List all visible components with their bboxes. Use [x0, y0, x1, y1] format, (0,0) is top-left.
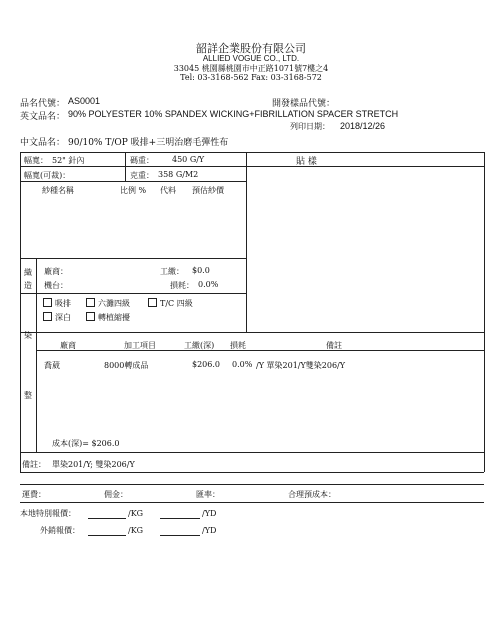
weave-wage-label: 工繳：	[160, 267, 184, 276]
weave-side-label: 織	[24, 268, 32, 277]
company-name: 韶詳企業股份有限公司	[196, 42, 306, 55]
table-col-line	[125, 152, 126, 181]
checkbox-icon	[43, 312, 52, 321]
company-phone-fax: Tel: 03-3168-562 Fax: 03-3168-572	[180, 73, 322, 82]
weave-mill-label: 廠商：	[44, 267, 68, 276]
finish-header-line	[36, 350, 484, 351]
zh-name: 90/10% T/OP 吸排+三明治磨毛彈性布	[68, 138, 229, 148]
table-row-line	[20, 293, 246, 294]
checkbox-icon	[86, 312, 95, 321]
company-address: 33045 桃園縣桃園市中正路1071號7樓之4	[173, 64, 329, 73]
table-row-line	[20, 166, 484, 167]
finish-option[interactable]: 六灘四級	[86, 298, 130, 309]
domestic-kg-unit: /KG	[128, 509, 144, 518]
finish-row-loss: 0.0%	[232, 360, 253, 369]
fee-commission: 佣金：	[104, 490, 128, 499]
yarn-ratio-header: 比例 %	[120, 186, 147, 195]
swatch-label: 貼 樣	[296, 157, 317, 167]
weight-value: 358 G/M2	[158, 170, 199, 179]
finish-row-note: /Y 單染201/Y雙染206/Y	[256, 361, 346, 370]
finish-option[interactable]: 吸排	[43, 298, 71, 309]
export-kg-field[interactable]	[88, 535, 126, 536]
weave-loss-label: 損耗：	[170, 281, 194, 290]
finish-header-loss: 損耗	[230, 341, 246, 350]
domestic-quote-label: 本地特別報價：	[20, 509, 76, 518]
table-top-border	[20, 152, 484, 153]
remark-text: 單染201/Y; 雙染206/Y	[52, 460, 135, 469]
export-yd-field[interactable]	[160, 535, 200, 536]
table-right-border	[484, 152, 485, 472]
remark-label: 備註：	[22, 460, 46, 469]
yarn-name-header: 紗種名稱	[42, 186, 74, 195]
finish-option[interactable]: T/C 四級	[148, 298, 193, 309]
table-row-line	[20, 181, 246, 182]
finish-option[interactable]: 深白	[43, 312, 71, 323]
export-yd-unit: /YD	[202, 526, 217, 535]
product-code: AS0001	[68, 96, 101, 106]
gsm-value: 450 G/Y	[172, 155, 205, 164]
fees-top-line	[20, 484, 484, 485]
print-date-label: 列印日期：	[290, 122, 330, 131]
table-side-col-line	[36, 258, 37, 452]
weave-side-label: 造	[24, 281, 32, 290]
export-quote-label: 外銷報價：	[40, 526, 80, 535]
weave-loss-value: 0.0%	[198, 280, 219, 289]
fees-bottom-line	[20, 502, 484, 503]
product-code-label: 品名代號：	[20, 99, 66, 109]
gsm-label: 碼重：	[130, 156, 154, 165]
dev-code-label: 開發樣品代號：	[272, 99, 336, 109]
company-name-en: ALLIED VOGUE CO., LTD.	[202, 54, 300, 63]
finish-row-wage: $206.0	[192, 360, 220, 369]
finish-header-note: 備註	[326, 341, 342, 350]
table-row-line	[20, 332, 484, 333]
finish-side-label: 整	[24, 391, 32, 400]
print-date: 2018/12/26	[340, 121, 386, 131]
table-left-border	[20, 152, 21, 472]
finish-header-vendor: 廠商	[60, 341, 76, 350]
table-row-line	[20, 258, 246, 259]
table-bottom-border	[20, 472, 484, 473]
checkbox-icon	[148, 298, 157, 307]
weave-machine-label: 機台：	[44, 281, 68, 290]
checkbox-icon	[86, 298, 95, 307]
domestic-yd-unit: /YD	[202, 509, 217, 518]
usable-width-label: 幅寬(可裁)：	[24, 171, 71, 180]
width-label: 幅寬：	[24, 156, 48, 165]
table-col-line	[246, 152, 247, 332]
weave-wage-value: $0.0	[192, 266, 210, 275]
fee-shipping: 運費：	[22, 490, 46, 499]
checkbox-icon	[43, 298, 52, 307]
yarn-price-header: 預估紗價	[192, 186, 224, 195]
finish-header-process: 加工項目	[124, 341, 156, 350]
domestic-yd-field[interactable]	[160, 518, 200, 519]
finish-row-vendor: 喬葳	[44, 361, 60, 370]
weight-label: 克重：	[130, 171, 154, 180]
table-row-line	[20, 452, 484, 453]
en-name: 90% POLYESTER 10% SPANDEX WICKING+FIBRILLATION SPACER STRETCH	[68, 109, 399, 119]
zh-name-label: 中文品名：	[20, 138, 66, 148]
finish-header-wage: 工繳(深)	[184, 341, 215, 350]
en-name-label: 英文品名：	[20, 112, 66, 122]
export-kg-unit: /KG	[128, 526, 144, 535]
domestic-kg-field[interactable]	[88, 518, 126, 519]
finish-cost: 成本(深)= $206.0	[52, 439, 120, 448]
finish-side-label: 染	[24, 331, 32, 340]
fee-exchange: 匯率：	[196, 490, 220, 499]
fee-total-cost: 合理預成本：	[288, 490, 336, 499]
finish-option[interactable]: 轉植縮擾	[86, 312, 130, 323]
width-value: 52" 針內	[52, 156, 85, 165]
yarn-fee-header: 代料	[160, 186, 176, 195]
finish-row-process: 8000轉成品	[104, 361, 149, 370]
